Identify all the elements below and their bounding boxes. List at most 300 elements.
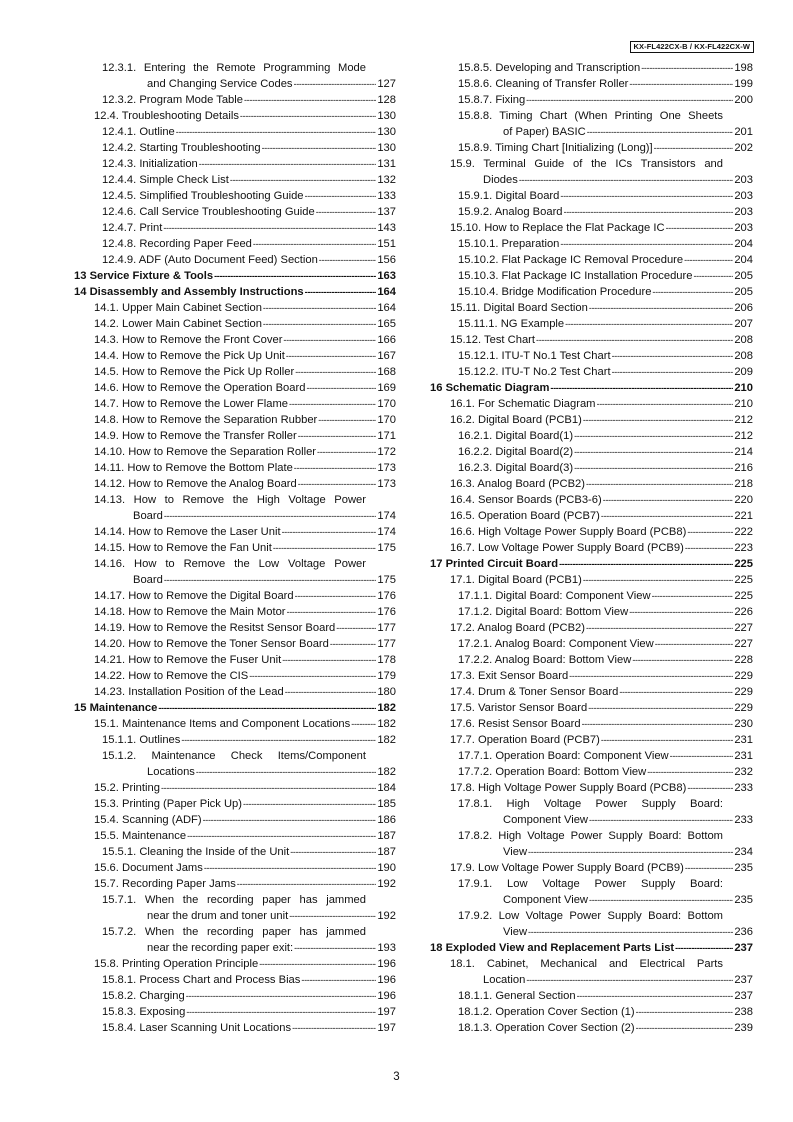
toc-page-number: 231 <box>734 734 753 746</box>
toc-entry[interactable] <box>430 348 753 364</box>
toc-page-number: 237 <box>734 942 753 954</box>
toc-entry[interactable] <box>430 556 753 572</box>
toc-entry-title-continued: View <box>503 846 528 858</box>
dot-leader <box>199 156 377 172</box>
toc-entry[interactable] <box>430 508 753 524</box>
toc-entry[interactable] <box>430 732 753 748</box>
toc-entry[interactable] <box>74 412 396 428</box>
toc-entry-number: 18.1.3. <box>458 1022 493 1034</box>
toc-page-number: 236 <box>734 926 753 938</box>
toc-entry-number: 17.7. <box>450 734 475 746</box>
toc-entry[interactable] <box>430 60 753 76</box>
toc-entry-number: 12.4.9. <box>102 254 137 266</box>
toc-entry-number: 14.23. <box>94 686 126 698</box>
toc-entry-number: 18.1. <box>450 958 475 970</box>
toc-entry-number: 14.16. <box>94 558 126 570</box>
toc-entry[interactable] <box>74 156 396 172</box>
toc-page-number: 205 <box>734 270 753 282</box>
toc-entry-title: For Schematic Diagram <box>478 398 596 410</box>
dot-leader <box>603 492 734 508</box>
toc-entry-number: 12.4.8. <box>102 238 137 250</box>
toc-entry[interactable] <box>430 876 753 908</box>
dot-leader <box>565 316 733 332</box>
toc-entry[interactable] <box>430 572 753 588</box>
dot-leader <box>316 204 377 220</box>
dot-leader <box>295 588 377 604</box>
toc-entry[interactable] <box>74 988 396 1004</box>
toc-page-number: 172 <box>377 446 396 458</box>
toc-entry[interactable] <box>430 716 753 732</box>
toc-entry[interactable] <box>430 252 753 268</box>
toc-entry[interactable] <box>430 236 753 252</box>
toc-entry[interactable] <box>430 380 753 396</box>
toc-entry[interactable] <box>430 284 753 300</box>
toc-entry-title: Disassembly and Assembly Instructions <box>89 286 304 298</box>
toc-page-number: 167 <box>377 350 396 362</box>
toc-entry-number: 17.9. <box>450 862 475 874</box>
toc-entry-title-continued: near the drum and toner unit <box>147 910 289 922</box>
toc-entry-title: Recording Paper Feed <box>139 238 252 250</box>
toc-entry[interactable] <box>430 204 753 220</box>
toc-entry[interactable] <box>74 860 396 876</box>
toc-entry[interactable] <box>430 364 753 380</box>
toc-page-number: 230 <box>734 718 753 730</box>
toc-entry[interactable] <box>74 316 396 332</box>
toc-page-number: 214 <box>734 446 753 458</box>
toc-entry-number: 14.17. <box>94 590 126 602</box>
dot-leader <box>569 668 733 684</box>
dot-leader <box>196 764 376 780</box>
toc-entry-number: 13 <box>74 270 87 282</box>
toc-entry-number: 16.2.3. <box>458 462 493 474</box>
toc-entry[interactable] <box>74 588 396 604</box>
toc-entry[interactable] <box>74 732 396 748</box>
dot-leader <box>305 284 377 300</box>
toc-entry-title: Program Mode Table <box>139 94 243 106</box>
toc-entry-number: 12.4.2. <box>102 142 137 154</box>
toc-page-number: 175 <box>377 542 396 554</box>
dot-leader <box>687 780 733 796</box>
toc-entry-number: 15.4. <box>94 814 119 826</box>
toc-page-number: 130 <box>377 126 396 138</box>
toc-entry[interactable] <box>74 700 396 716</box>
toc-entry[interactable] <box>74 348 396 364</box>
toc-entry[interactable] <box>430 684 753 700</box>
toc-entry[interactable] <box>430 220 753 236</box>
toc-entry[interactable] <box>74 876 396 892</box>
dot-leader <box>528 844 733 860</box>
dot-leader <box>536 332 733 348</box>
toc-page-number: 163 <box>377 270 396 282</box>
toc-entry-title: How to Remove the Fuser Unit <box>128 654 282 666</box>
toc-page-number: 133 <box>377 190 396 202</box>
toc-entry[interactable] <box>74 252 396 268</box>
toc-entry-number: 15.10. <box>450 222 482 234</box>
dot-leader <box>294 460 377 476</box>
toc-entry[interactable] <box>430 956 753 988</box>
toc-page-number: 173 <box>377 478 396 490</box>
toc-page-number: 212 <box>734 414 753 426</box>
toc-entry-number: 15.10.4. <box>458 286 499 298</box>
toc-entry-title: Maintenance <box>89 702 158 714</box>
toc-entry[interactable] <box>74 812 396 828</box>
dot-leader <box>655 636 734 652</box>
toc-entry[interactable] <box>430 604 753 620</box>
toc-entry[interactable] <box>430 780 753 796</box>
toc-entry-number: 12.4.3. <box>102 158 137 170</box>
toc-entry-number: 17.2.1. <box>458 638 493 650</box>
toc-entry[interactable] <box>74 972 396 988</box>
toc-entry[interactable] <box>430 188 753 204</box>
toc-page-number: 170 <box>377 398 396 410</box>
toc-entry-title: How to Remove the Toner Sensor Board <box>128 638 329 650</box>
toc-entry[interactable] <box>74 924 396 956</box>
toc-entry-title: How to Remove the CIS <box>128 670 249 682</box>
toc-entry[interactable] <box>74 1004 396 1020</box>
toc-page-number: 218 <box>734 478 753 490</box>
toc-entry[interactable] <box>74 92 396 108</box>
toc-entry[interactable] <box>74 364 396 380</box>
toc-entry[interactable] <box>430 476 753 492</box>
toc-entry[interactable] <box>74 844 396 860</box>
toc-entry[interactable] <box>430 92 753 108</box>
toc-entry-number: 14.18. <box>94 606 126 618</box>
dot-leader <box>574 428 733 444</box>
toc-entry[interactable] <box>430 396 753 412</box>
toc-entry[interactable] <box>430 620 753 636</box>
toc-page-number: 169 <box>377 382 396 394</box>
toc-entry[interactable] <box>430 636 753 652</box>
dot-leader <box>237 876 377 892</box>
toc-entry[interactable] <box>74 1020 396 1036</box>
toc-entry[interactable] <box>430 1020 753 1036</box>
toc-entry[interactable] <box>74 956 396 972</box>
toc-page-number: 164 <box>377 286 396 298</box>
toc-page-number: 187 <box>377 846 396 858</box>
toc-entry[interactable] <box>74 748 396 780</box>
dot-leader <box>560 188 733 204</box>
toc-page-number: 176 <box>377 606 396 618</box>
toc-page-number: 175 <box>377 574 396 586</box>
dot-leader <box>301 972 376 988</box>
toc-entry-number: 18 <box>430 942 443 954</box>
toc-entry[interactable] <box>74 604 396 620</box>
toc-page-number: 202 <box>734 142 753 154</box>
toc-entry[interactable] <box>74 540 396 556</box>
dot-leader <box>294 76 377 92</box>
toc-entry-title: ADF (Auto Document Feed) Section <box>138 254 318 266</box>
toc-entry-number: 16.5. <box>450 510 475 522</box>
toc-entry[interactable] <box>74 396 396 412</box>
toc-entry-title: Upper Main Cabinet Section <box>122 302 262 314</box>
toc-entry[interactable] <box>74 124 396 140</box>
toc-page-number: 227 <box>734 622 753 634</box>
toc-entry[interactable] <box>430 444 753 460</box>
toc-page-number: 203 <box>734 190 753 202</box>
toc-entry[interactable] <box>430 940 753 956</box>
toc-entry-title: Starting Troubleshooting <box>139 142 261 154</box>
toc-entry-title: How to Remove the Separation Roller <box>128 446 317 458</box>
toc-entry[interactable] <box>74 716 396 732</box>
dot-leader <box>629 76 733 92</box>
toc-entry-number: 15.7. <box>94 878 119 890</box>
dot-leader <box>586 476 733 492</box>
dot-leader <box>240 108 376 124</box>
toc-entry-title: Maintenance <box>122 830 187 842</box>
toc-page-number: 170 <box>377 414 396 426</box>
toc-entry[interactable] <box>74 332 396 348</box>
toc-page-number: 237 <box>734 990 753 1002</box>
toc-entry[interactable] <box>430 76 753 92</box>
dot-leader <box>204 860 377 876</box>
toc-entry[interactable] <box>430 492 753 508</box>
dot-leader <box>282 524 377 540</box>
toc-entry[interactable] <box>74 300 396 316</box>
dot-leader <box>586 620 733 636</box>
toc-entry-number: 15.9.2. <box>458 206 493 218</box>
dot-leader <box>559 556 733 572</box>
toc-entry[interactable] <box>74 220 396 236</box>
toc-entry-title: Exposing <box>139 1006 186 1018</box>
toc-entry-number: 14.4. <box>94 350 119 362</box>
toc-entry-title: Simple Check List <box>139 174 229 186</box>
dot-leader <box>186 1004 376 1020</box>
dot-leader <box>306 380 376 396</box>
toc-entry-title: How to Remove the Low Voltage Power <box>134 558 366 570</box>
toc-entry[interactable] <box>74 380 396 396</box>
dot-leader <box>176 124 377 140</box>
toc-entry-title: Scanning (ADF) <box>122 814 202 826</box>
toc-entry[interactable] <box>74 828 396 844</box>
toc-entry-number: 15.3. <box>94 798 119 810</box>
toc-entry[interactable] <box>74 236 396 252</box>
dot-leader <box>647 764 733 780</box>
toc-entry[interactable] <box>430 588 753 604</box>
dot-leader <box>582 716 734 732</box>
toc-entry-title: Operation Board (PCB7) <box>478 734 600 746</box>
toc-entry-title: How to Remove the Transfer Roller <box>122 430 297 442</box>
toc-page-number: 225 <box>734 590 753 602</box>
toc-entry-title: Simplified Troubleshooting Guide <box>139 190 304 202</box>
toc-entry[interactable] <box>430 1004 753 1020</box>
toc-entry[interactable] <box>430 460 753 476</box>
toc-entry[interactable] <box>430 524 753 540</box>
dot-leader <box>263 300 376 316</box>
toc-page-number: 165 <box>377 318 396 330</box>
toc-entry-title: Low Voltage Power Supply Board: <box>507 878 723 890</box>
toc-entry[interactable] <box>74 172 396 188</box>
toc-entry[interactable] <box>430 668 753 684</box>
toc-page-number: 192 <box>377 878 396 890</box>
toc-entry-number: 16.2.2. <box>458 446 493 458</box>
toc-entry-title-continued: View <box>503 926 528 938</box>
dot-leader <box>283 332 376 348</box>
toc-page-number: 173 <box>377 462 396 474</box>
toc-entry[interactable] <box>430 988 753 1004</box>
toc-entry-number: 14.22. <box>94 670 126 682</box>
toc-entry-title: How to Remove the Pick Up Unit <box>122 350 285 362</box>
toc-entry-number: 12.4.6. <box>102 206 137 218</box>
toc-page-number: 131 <box>377 158 396 170</box>
toc-entry[interactable] <box>74 892 396 924</box>
toc-entry[interactable] <box>74 668 396 684</box>
dot-leader <box>641 60 733 76</box>
toc-entry-title: When the recording paper has jammed <box>144 894 366 906</box>
toc-entry-title-continued: of Paper) BASIC <box>503 126 586 138</box>
dot-leader <box>652 284 733 300</box>
toc-entry[interactable] <box>430 412 753 428</box>
dot-leader <box>295 364 376 380</box>
toc-entry[interactable] <box>430 700 753 716</box>
dot-leader <box>285 684 377 700</box>
dot-leader <box>583 572 733 588</box>
toc-entry[interactable] <box>430 748 753 764</box>
toc-page-number: 127 <box>377 78 396 90</box>
toc-entry[interactable] <box>74 556 396 588</box>
toc-entry[interactable] <box>74 428 396 444</box>
toc-entry[interactable] <box>430 764 753 780</box>
toc-entry-title: Lower Main Cabinet Section <box>122 318 262 330</box>
toc-entry-number: 12.4.7. <box>102 222 137 234</box>
toc-entry-title-continued: Component View <box>503 814 588 826</box>
toc-entry[interactable] <box>430 652 753 668</box>
toc-entry-number: 14.14. <box>94 526 126 538</box>
toc-page-number: 239 <box>734 1022 753 1034</box>
toc-page-number: 205 <box>734 286 753 298</box>
toc-entry[interactable] <box>430 332 753 348</box>
toc-page-number: 143 <box>377 222 396 234</box>
dot-leader <box>589 300 733 316</box>
toc-entry[interactable] <box>74 492 396 524</box>
dot-leader <box>654 140 734 156</box>
toc-entry-number: 15.8.2. <box>102 990 137 1002</box>
toc-entry[interactable] <box>74 460 396 476</box>
toc-entry[interactable] <box>74 780 396 796</box>
dot-leader <box>282 652 376 668</box>
toc-entry-title: When the recording paper has jammed <box>144 926 366 938</box>
dot-leader <box>163 220 376 236</box>
toc-entry[interactable] <box>74 652 396 668</box>
toc-page-number: 130 <box>377 110 396 122</box>
toc-entry[interactable] <box>430 268 753 284</box>
toc-entry-title: Analog Board (PCB2) <box>477 622 585 634</box>
toc-entry-number: 14.12. <box>94 478 126 490</box>
toc-entry-title: Terminal Guide of the ICs Transistors and <box>483 158 723 170</box>
toc-entry[interactable] <box>74 60 396 92</box>
toc-entry[interactable] <box>74 684 396 700</box>
toc-entry[interactable] <box>74 524 396 540</box>
toc-entry-title: Analog Board: Component View <box>494 638 654 650</box>
dot-leader <box>259 956 376 972</box>
toc-entry[interactable] <box>74 268 396 284</box>
toc-page-number: 208 <box>734 350 753 362</box>
dot-leader <box>636 1020 734 1036</box>
toc-entry[interactable] <box>74 140 396 156</box>
toc-entry-title: Troubleshooting Details <box>121 110 239 122</box>
toc-entry[interactable] <box>74 476 396 492</box>
toc-entry[interactable] <box>74 796 396 812</box>
toc-entry[interactable] <box>74 444 396 460</box>
toc-entry-title: Bridge Modification Procedure <box>501 286 652 298</box>
dot-leader <box>319 252 377 268</box>
toc-entry-number: 15.11. <box>450 302 481 314</box>
toc-entry[interactable] <box>430 908 753 940</box>
toc-entry[interactable] <box>430 828 753 860</box>
toc-entry-number: 17.3. <box>450 670 475 682</box>
dot-leader <box>351 716 376 732</box>
toc-entry-number: 16.3. <box>450 478 475 490</box>
toc-entry-number: 15.9. <box>450 158 475 170</box>
toc-entry-title: Flat Package IC Installation Procedure <box>501 270 693 282</box>
toc-entry-title: Digital Board <box>495 190 560 202</box>
dot-leader <box>187 828 376 844</box>
toc-entry[interactable] <box>74 636 396 652</box>
dot-leader <box>289 908 376 924</box>
toc-entry-title: Operation Cover Section (1) <box>495 1006 635 1018</box>
dot-leader <box>164 508 376 524</box>
toc-entry-title-continued: Location <box>483 974 526 986</box>
toc-page-number: 187 <box>377 830 396 842</box>
toc-entry-number: 15.9.1. <box>458 190 493 202</box>
toc-entry[interactable] <box>430 300 753 316</box>
toc-entry[interactable] <box>74 620 396 636</box>
dot-leader <box>574 460 733 476</box>
toc-entry-title: Digital Board(1) <box>495 430 574 442</box>
toc-entry-number: 17.8.1. <box>458 798 493 810</box>
dot-leader <box>290 844 376 860</box>
toc-page-number: 186 <box>377 814 396 826</box>
toc-page-number: 130 <box>377 142 396 154</box>
toc-entry-title: Operation Board: Bottom View <box>495 766 647 778</box>
toc-entry[interactable] <box>74 284 396 300</box>
toc-entry-title: How to Remove the Bottom Plate <box>127 462 293 474</box>
toc-entry[interactable] <box>430 108 753 140</box>
toc-entry[interactable] <box>430 540 753 556</box>
toc-entry[interactable] <box>430 156 753 188</box>
toc-entry-title-continued: and Changing Service Codes <box>147 78 293 90</box>
toc-entry[interactable] <box>430 860 753 876</box>
toc-entry-title: How to Remove the High Voltage Power <box>133 494 366 506</box>
toc-entry-number: 16.1. <box>450 398 475 410</box>
dot-leader <box>330 636 376 652</box>
toc-entry[interactable] <box>430 428 753 444</box>
toc-entry-number: 16.7. <box>450 542 475 554</box>
toc-page-number: 182 <box>377 702 396 714</box>
toc-entry[interactable] <box>430 796 753 828</box>
toc-entry[interactable] <box>74 188 396 204</box>
toc-entry-title: Drum & Toner Sensor Board <box>478 686 619 698</box>
toc-page-number: 201 <box>734 126 753 138</box>
toc-entry-title-continued: Board <box>133 510 163 522</box>
dot-leader <box>336 620 376 636</box>
toc-page-number: 192 <box>377 910 396 922</box>
toc-entry-title: High Voltage Power Supply Board: <box>506 798 723 810</box>
toc-entry[interactable] <box>74 108 396 124</box>
toc-entry-number: 15.10.3. <box>458 270 499 282</box>
toc-entry-title: Digital Board (PCB1) <box>478 574 582 586</box>
toc-entry[interactable] <box>430 316 753 332</box>
toc-page-number: 212 <box>734 430 753 442</box>
dot-leader <box>577 988 734 1004</box>
dot-leader <box>601 508 733 524</box>
toc-entry-title: Printing Operation Principle <box>122 958 259 970</box>
toc-page-number: 156 <box>377 254 396 266</box>
toc-page-number: 190 <box>377 862 396 874</box>
toc-entry-number: 15.8.8. <box>458 110 493 122</box>
toc-entry-title: ITU-T No.1 Test Chart <box>501 350 611 362</box>
toc-entry[interactable] <box>430 140 753 156</box>
toc-entry[interactable] <box>74 204 396 220</box>
